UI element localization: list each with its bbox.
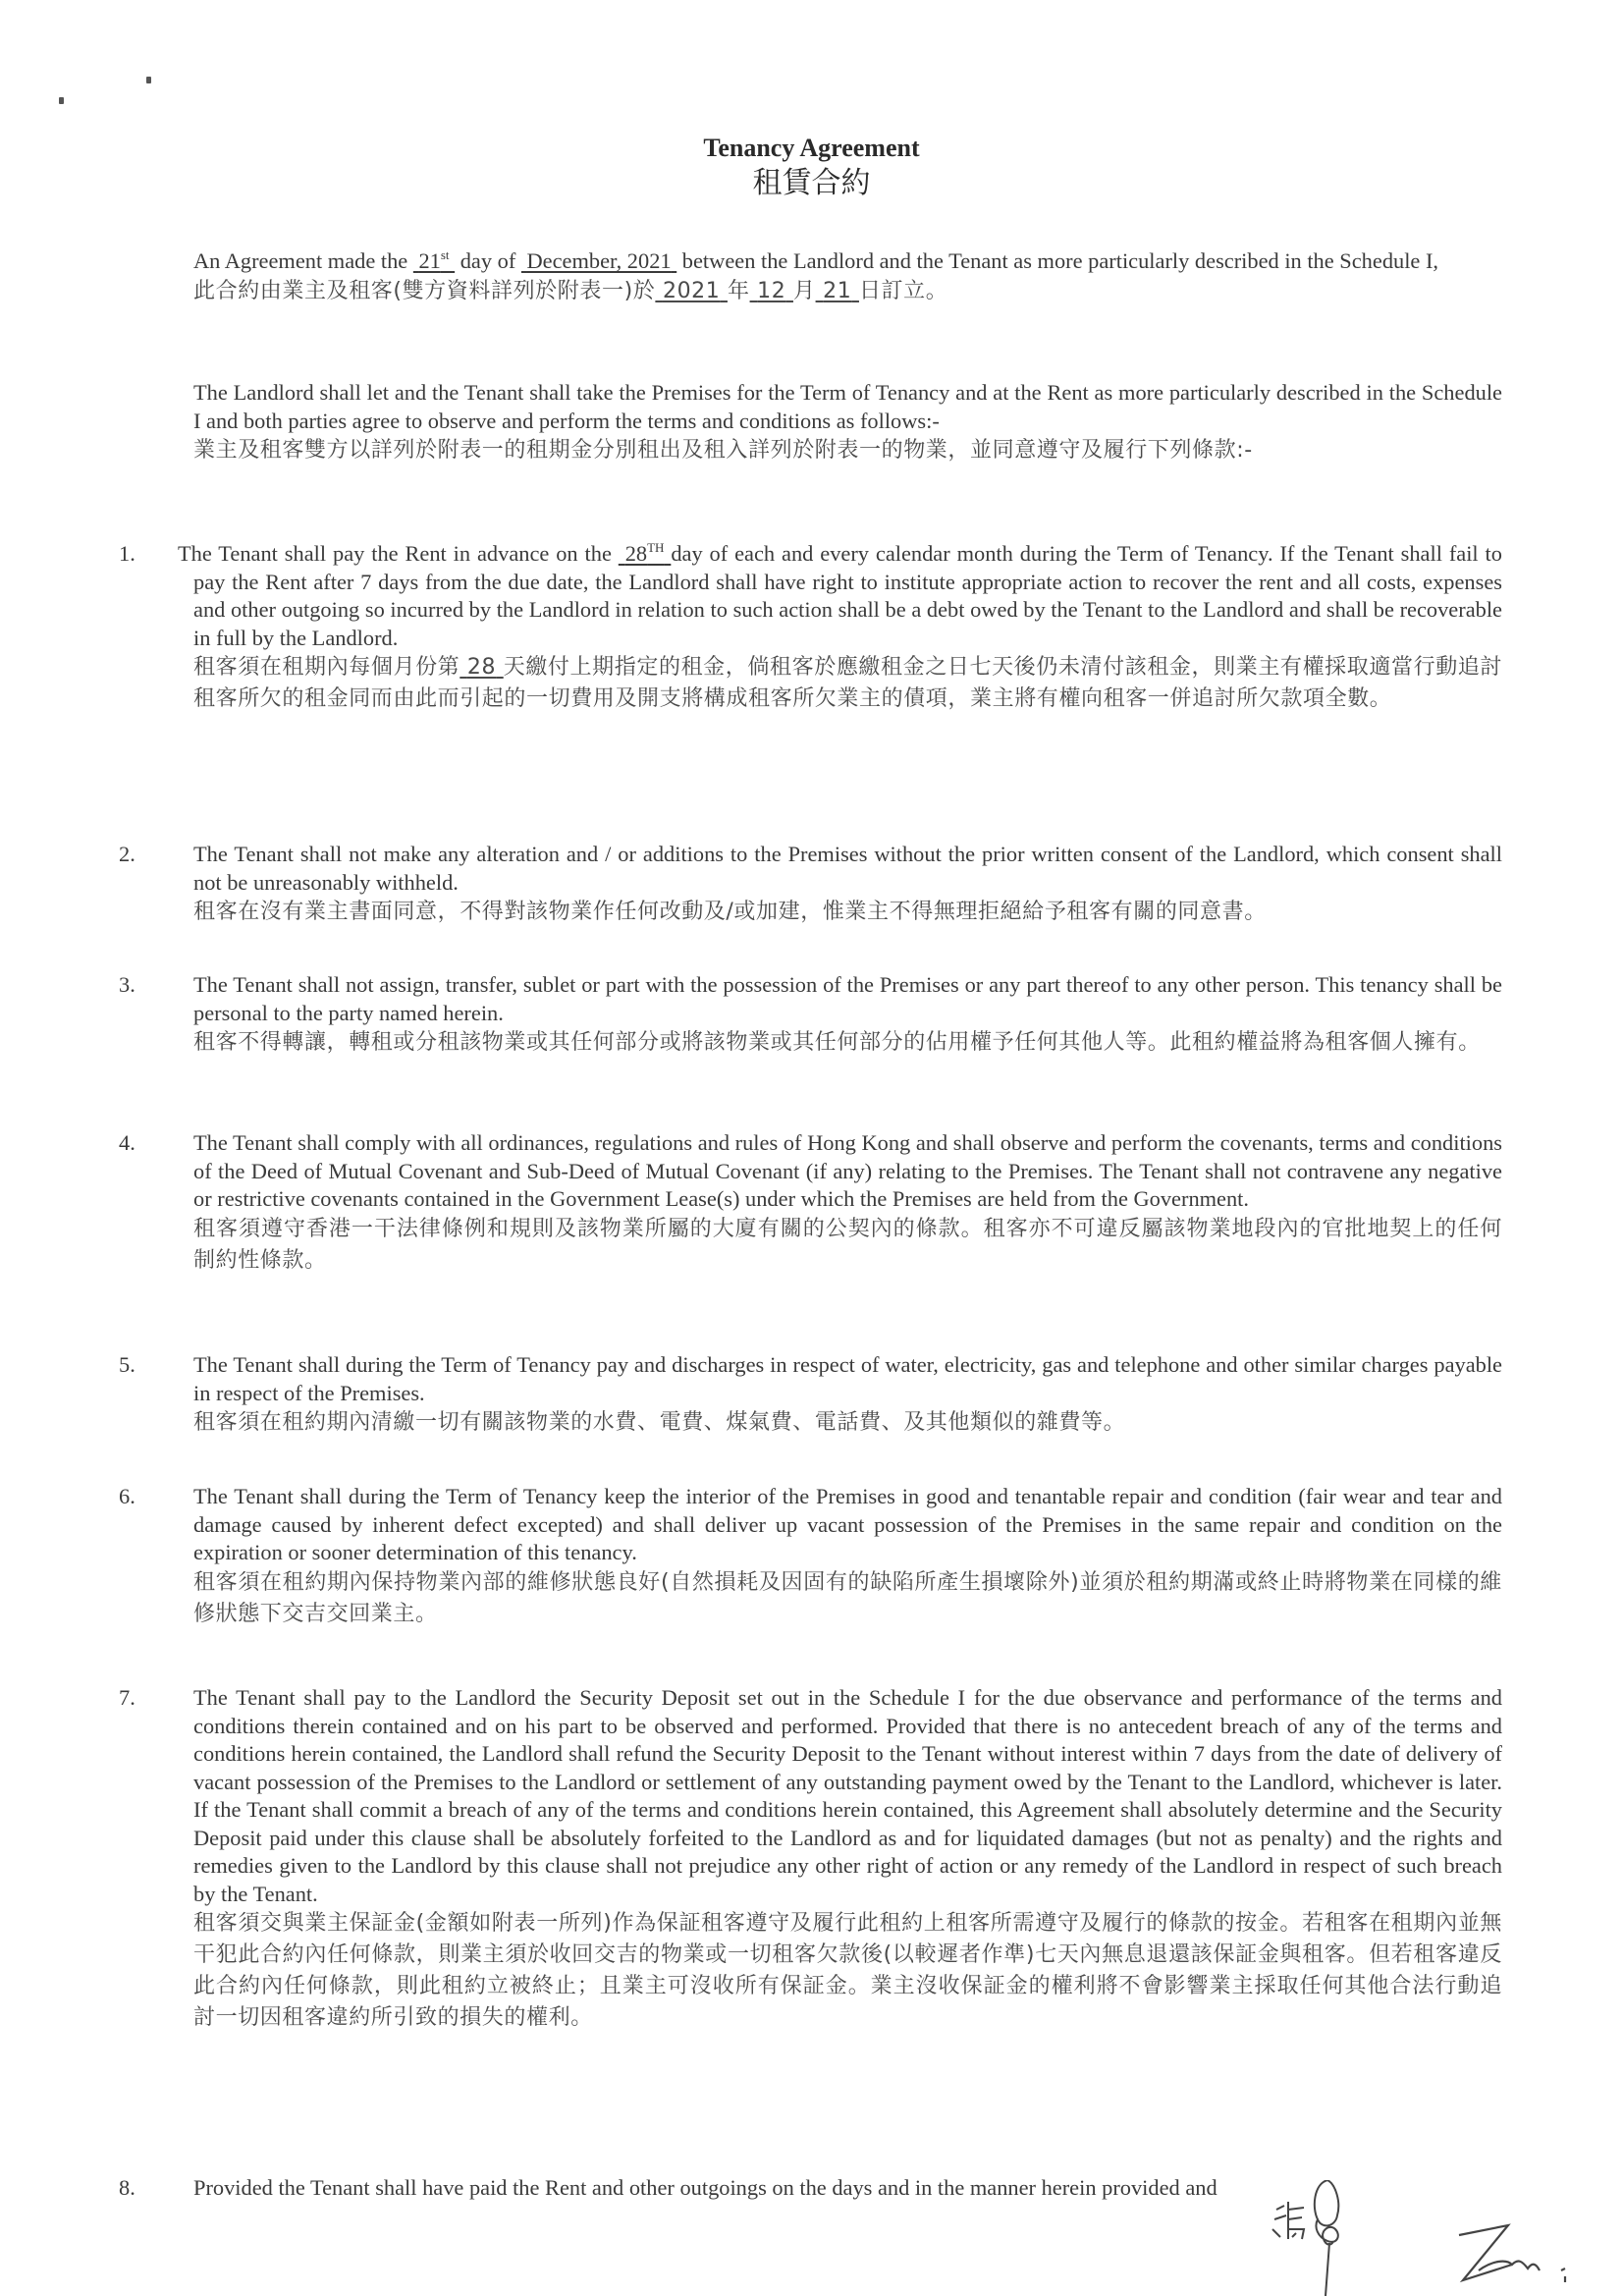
preamble-paragraph — [193, 379, 1502, 466]
clause-7 — [119, 1684, 1502, 2034]
clause-number: 1. — [119, 541, 135, 566]
zh-year: 2021 — [662, 278, 721, 303]
zh-month: 12 — [757, 278, 786, 303]
landlord-signature — [1267, 2180, 1384, 2296]
clause-number: 4. — [119, 1130, 135, 1155]
clause-number: 3. — [119, 972, 135, 997]
clause-chinese: 租客須在租約期內保持物業內部的維修狀態良好(自然損耗及因固有的缺陷所產生損壞除外)並須於租約期滿或終止時將物業在同樣的維修狀態下交吉交回業主。 — [193, 1569, 1502, 1626]
clause-2 — [119, 841, 1502, 928]
clause-english: Provided the Tenant shall have paid the Rent and other outgoings on the days and in the manner herein provided and — [193, 2175, 1217, 2200]
agreement-month-year: December, 2021 — [526, 248, 672, 273]
intro-chinese: 此合約由業主及租客(雙方資料詳列於附表一)於 2021 年 12 月 21 日訂立。 — [193, 278, 948, 303]
agreement-day: 21st — [418, 247, 450, 273]
scan-speck — [59, 97, 64, 104]
clause-chinese: 租客不得轉讓，轉租或分租該物業或其任何部分或將該物業或其任何部分的佔用權予任何其他人等。此租約權益將為租客個人擁有。 — [193, 1030, 1481, 1055]
clause-number: 6. — [119, 1484, 135, 1508]
clause-6 — [119, 1483, 1502, 1630]
zh-rent-day: 28 — [466, 655, 497, 680]
tenant-signature — [1453, 2221, 1581, 2290]
clause-english: The Tenant shall pay to the Landlord the Security Deposit set out in the Schedule I for the due observance and performance of the terms and conditions therein contained and on his part to be observed and performed. Provided that there is no antecedent breach of any of the terms and conditions herein contained, the Landlord shall refund the Security Deposit to the Tenant without interest within 7 days from the date of delivery of vacant possession of the Premises to the Landlord or settlement of any outstanding payment owed by the Tenant to the Landlord, whichever is later. If the Tenant shall commit a breach of any of the terms and conditions herein contained, this Agreement shall absolutely determine and the Security Deposit paid under this clause shall be absolutely forfeited to the Landlord as and for liquidated damages (but not as penalty) and the rights and remedies given to the Landlord by this clause shall not prejudice any other right of action or any remedy of the Landlord in respect of such breach by the Tenant. — [193, 1685, 1502, 1906]
clause-chinese: 租客須遵守香港一干法律條例和規則及該物業所屬的大廈有關的公契內的條款。租客亦不可違反屬該物業地段內的官批地契上的任何制約性條款。 — [193, 1216, 1502, 1273]
document-title: Tenancy Agreement — [703, 134, 920, 162]
intro-english: An Agreement made the 21st day of December, 2021 between the Landlord and the Tenant as more particularly described in the Schedule I, — [193, 247, 1439, 273]
rent-due-day: 28TH — [624, 540, 665, 566]
clause-chinese: 租客在沒有業主書面同意，不得對該物業作任何改動及/或加建，惟業主不得無理拒絕給予租客有關的同意書。 — [193, 900, 1267, 924]
clause-number: 7. — [119, 1685, 135, 1710]
clause-1 — [119, 540, 1503, 715]
clause-number: 8. — [119, 2175, 135, 2200]
clause-number: 2. — [119, 842, 135, 866]
clause-english: The Tenant shall pay the Rent in advance on the 28TH day of each and every calendar month during the Term of Tenancy. If the Tenant shall fail to pay the Rent after 7 days from the due date, the Landlord shall have right to institute appropriate action to recover the rent and all costs, expenses and other outgoing so incurred by the Landlord in relation to such action shall be a debt owed by the Tenant to the Landlord and shall be recoverable in full by the Landlord. — [178, 540, 1502, 650]
clause-4 — [119, 1129, 1502, 1277]
scan-speck — [146, 77, 151, 83]
clause-5 — [119, 1351, 1502, 1439]
intro-paragraph — [193, 247, 1502, 307]
clause-number: 5. — [119, 1352, 135, 1377]
clause-english: The Tenant shall not assign, transfer, sublet or part with the possession of the Premises or any part thereof to any other person. This tenancy shall be personal to the party named herein. — [193, 972, 1502, 1025]
clause-chinese: 租客須在租約期內清繳一切有關該物業的水費、電費、煤氣費、電話費、及其他類似的雜費等。 — [193, 1410, 1126, 1435]
document-title-chinese: 租賃合約 — [752, 166, 871, 200]
clause-english: The Tenant shall during the Term of Tenancy pay and discharges in respect of water, electricity, gas and telephone and other similar charges payable in respect of the Premises. — [193, 1352, 1502, 1405]
clause-english: The Tenant shall not make any alteration and / or additions to the Premises without the prior written consent of the Landlord, which consent shall not be unreasonably withheld. — [193, 842, 1502, 895]
clause-english: The Tenant shall during the Term of Tenancy keep the interior of the Premises in good and tenantable repair and condition (fair wear and tear and damage caused by inherent defect excepted) and shall deliver up vacant possession of the Premises in the same repair and condition on the expiration or sooner determination of this tenancy. — [193, 1484, 1502, 1564]
clause-chinese: 租客須在租期內每個月份第 28 天繳付上期指定的租金，倘租客於應繳租金之日七天後仍未清付該租金，則業主有權採取適當行動追討租客所欠的租金同而由此而引起的一切費用及開支將構成租客所欠業主的債項，業主將有權向租客一併追討所欠款項全數。 — [193, 655, 1503, 711]
preamble-english: The Landlord shall let and the Tenant shall take the Premises for the Term of Tenancy and at the Rent as more particularly described in the Schedule I and both parties agree to observe and perform the terms and conditions as follows:- — [193, 380, 1502, 433]
clause-english: The Tenant shall comply with all ordinances, regulations and rules of Hong Kong and shall observe and perform the covenants, terms and conditions of the Deed of Mutual Covenant and Sub-Deed of Mutual Covenant (if any) relating to the Premises. The Tenant shall not contravene any negative or restrictive covenants contained in the Government Lease(s) under which the Premises are held from the Government. — [193, 1130, 1502, 1211]
preamble-chinese: 業主及租客雙方以詳列於附表一的租期金分別租出及租入詳列於附表一的物業，並同意遵守及履行下列條款:- — [193, 438, 1253, 463]
clause-3 — [119, 971, 1502, 1059]
clause-chinese: 租客須交與業主保証金(金額如附表一所列)作為保証租客遵守及履行此租約上租客所需遵守及履行的條款的按金。若租客在租期內並無干犯此合約內任何條款，則業主須於收回交吉的物業或一切租客欠款後(以較遲者作準)七天內無息退還該保証金與租客。但若租客違反此合約內任何條款，則此租約立被終止；且業主可沒收所有保証金。業主沒收保証金的權利將不會影響業主採取任何其他合法行動追討一切因租客違約所引致的損失的權利。 — [193, 1911, 1502, 2030]
zh-day: 21 — [823, 278, 852, 303]
